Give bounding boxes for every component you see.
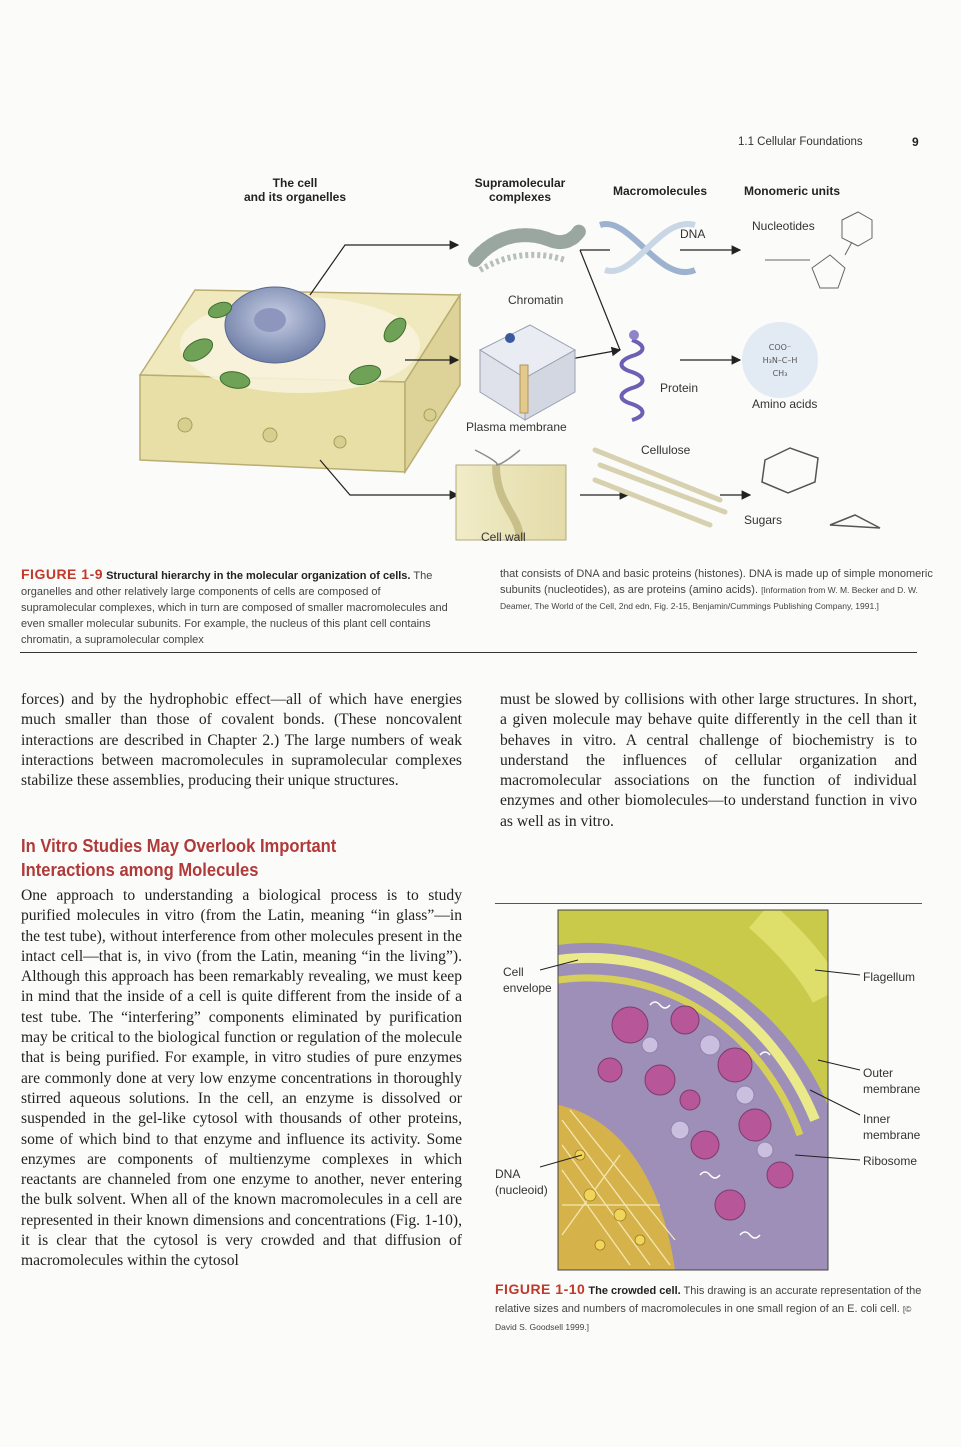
- figure-1-10-top-rule: [495, 903, 922, 904]
- header-macromolecules: Macromolecules: [612, 184, 708, 198]
- header-monomeric-units: Monomeric units: [743, 184, 840, 198]
- label-chromatin: Chromatin: [508, 293, 564, 307]
- amino-acid-illustration: [742, 322, 818, 398]
- figure-1-10-credit: [© David S. Goodsell 1999.]: [495, 1304, 912, 1332]
- label-amino-acids: Amino acids: [752, 397, 818, 411]
- svg-text:CH₃: CH₃: [772, 369, 788, 378]
- svg-text:H₃N–C–H: H₃N–C–H: [762, 356, 798, 365]
- label-nucleotides: Nucleotides: [752, 219, 815, 233]
- figure-1-9-caption-left: [21, 566, 458, 648]
- label-dna-nucleoid: DNA (nucleoid): [495, 1167, 548, 1197]
- header-cell-organelles: The cell and its organelles: [243, 176, 347, 204]
- label-cell-wall: Cell wall: [481, 530, 526, 544]
- cellulose-fibers-illustration: [595, 450, 725, 525]
- chromatin-illustration: [475, 230, 580, 270]
- figure-1-10-caption: [495, 1280, 925, 1336]
- label-inner-membrane: Inner membrane: [863, 1112, 921, 1142]
- plasma-membrane-illustration: [480, 325, 575, 420]
- crowded-cell-illustration: [500, 905, 925, 1275]
- figure-1-9-text-right: that consists of DNA and basic proteins (histones). DNA is made up of simple monomeric subunits (nucleotides), as are proteins (amino acids).: [500, 568, 933, 596]
- figure-1-10-title: The crowded cell.: [588, 1285, 681, 1297]
- figure-1-10-label: FIGURE 1-10: [495, 1281, 586, 1297]
- figure-1-9-text-left: The organelles and other relatively large components of cells are composed of supramolecular complexes, which in turn are composed of smaller macromolecules and even smaller molecular subunits. For example, the nucleus of this plant cell contains chromatin, a supramolecular complex: [21, 570, 448, 646]
- svg-text:COO⁻: COO⁻: [768, 343, 792, 352]
- cell-wall-illustration: [456, 450, 566, 540]
- figure-1-9-caption-right: [500, 566, 937, 614]
- figure-1-9: [20, 160, 930, 570]
- figure-1-9-label: FIGURE 1-9: [21, 566, 104, 582]
- page-number: 9: [912, 135, 919, 149]
- body-left-paragraph-1: forces) and by the hydrophobic effect—all of which have energies much smaller than those of covalent bonds. (These noncovalent interactions are described in Chapter 2.) The large numbers of weak interactions between macromolecules in supramolecular complexes stabilize these assemblies, producing their unique structures.: [21, 691, 462, 790]
- figure-1-9-rule: [20, 652, 917, 653]
- plant-cell-illustration: [140, 287, 460, 472]
- section-heading: In Vitro Studies May Overlook Important Interactions among Molecules: [21, 836, 337, 880]
- label-protein: Protein: [660, 381, 699, 395]
- body-right-paragraph-1: must be slowed by collisions with other large structures. In short, a given molecule may behave quite differently in the cell than it behaves in vitro. A central challenge of biochemistry is to understand the influences of cellular organization and macromolecular associations on the function of individual enzymes and other biomolecules—to understand function in vivo as well as in vitro.: [500, 691, 917, 830]
- label-sugars: Sugars: [744, 513, 783, 527]
- figure-1-9-title: Structural hierarchy in the molecular organization of cells.: [106, 570, 411, 582]
- label-ribosome: Ribosome: [863, 1154, 918, 1168]
- body-left-paragraph-2: One approach to understanding a biological process is to study purified molecules in vitro (from the Latin, meaning “in glass”—in the test tube), without interference from other molecules present in the intact cell—that is, in vivo (from the Latin, meaning “in the living”). Although this approach has been remarkably revealing, we must keep in mind that the inside of a cell is quite different from the inside of a test tube. The “interfering” components eliminated by purification may be critical to the biological function or regulation of the molecule that is being purified. For example, in vitro studies of pure enzymes are commonly done at very low enzyme concentrations in thoroughly stirred aqueous solutions. In the cell, an enzyme is dissolved or suspended in the gel-like cytosol with thousands of other proteins, some of which bind to that enzyme and influence its activity. Some enzymes are components of multienzyme complexes in which reactants are channeled from one enzyme to another, never entering the bulk solvent. When all of the known macromolecules in a cell are represented in their known dimensions and concentrations (Fig. 1-10), it is clear that the cytosol is very crowded and that diffusion of macromolecules within the cytosol: [21, 887, 462, 1270]
- protein-coil-illustration: [622, 330, 643, 420]
- label-flagellum: Flagellum: [863, 970, 916, 984]
- label-dna: DNA: [680, 227, 706, 241]
- label-plasma-membrane: Plasma membrane: [466, 420, 567, 434]
- running-head-section: 1.1 Cellular Foundations: [738, 136, 863, 148]
- label-outer-membrane: Outer membrane: [863, 1066, 921, 1096]
- header-supramolecular: Supramolecular complexes: [474, 176, 566, 204]
- figure-1-9-credit: [Information from W. M. Becker and D. W. Deamer, The World of the Cell, 2nd edn, Fig. 2-15, Benjamin/Cummings Publishing Company, 1991.]: [500, 585, 918, 611]
- label-cellulose: Cellulose: [641, 443, 691, 457]
- label-cell-envelope: Cell envelope: [503, 965, 552, 995]
- figure-1-10: [495, 905, 925, 1275]
- figure-1-10-text: This drawing is an accurate representation of the relative sizes and numbers of macromolecules in one small region of an E. coli cell.: [495, 1285, 922, 1315]
